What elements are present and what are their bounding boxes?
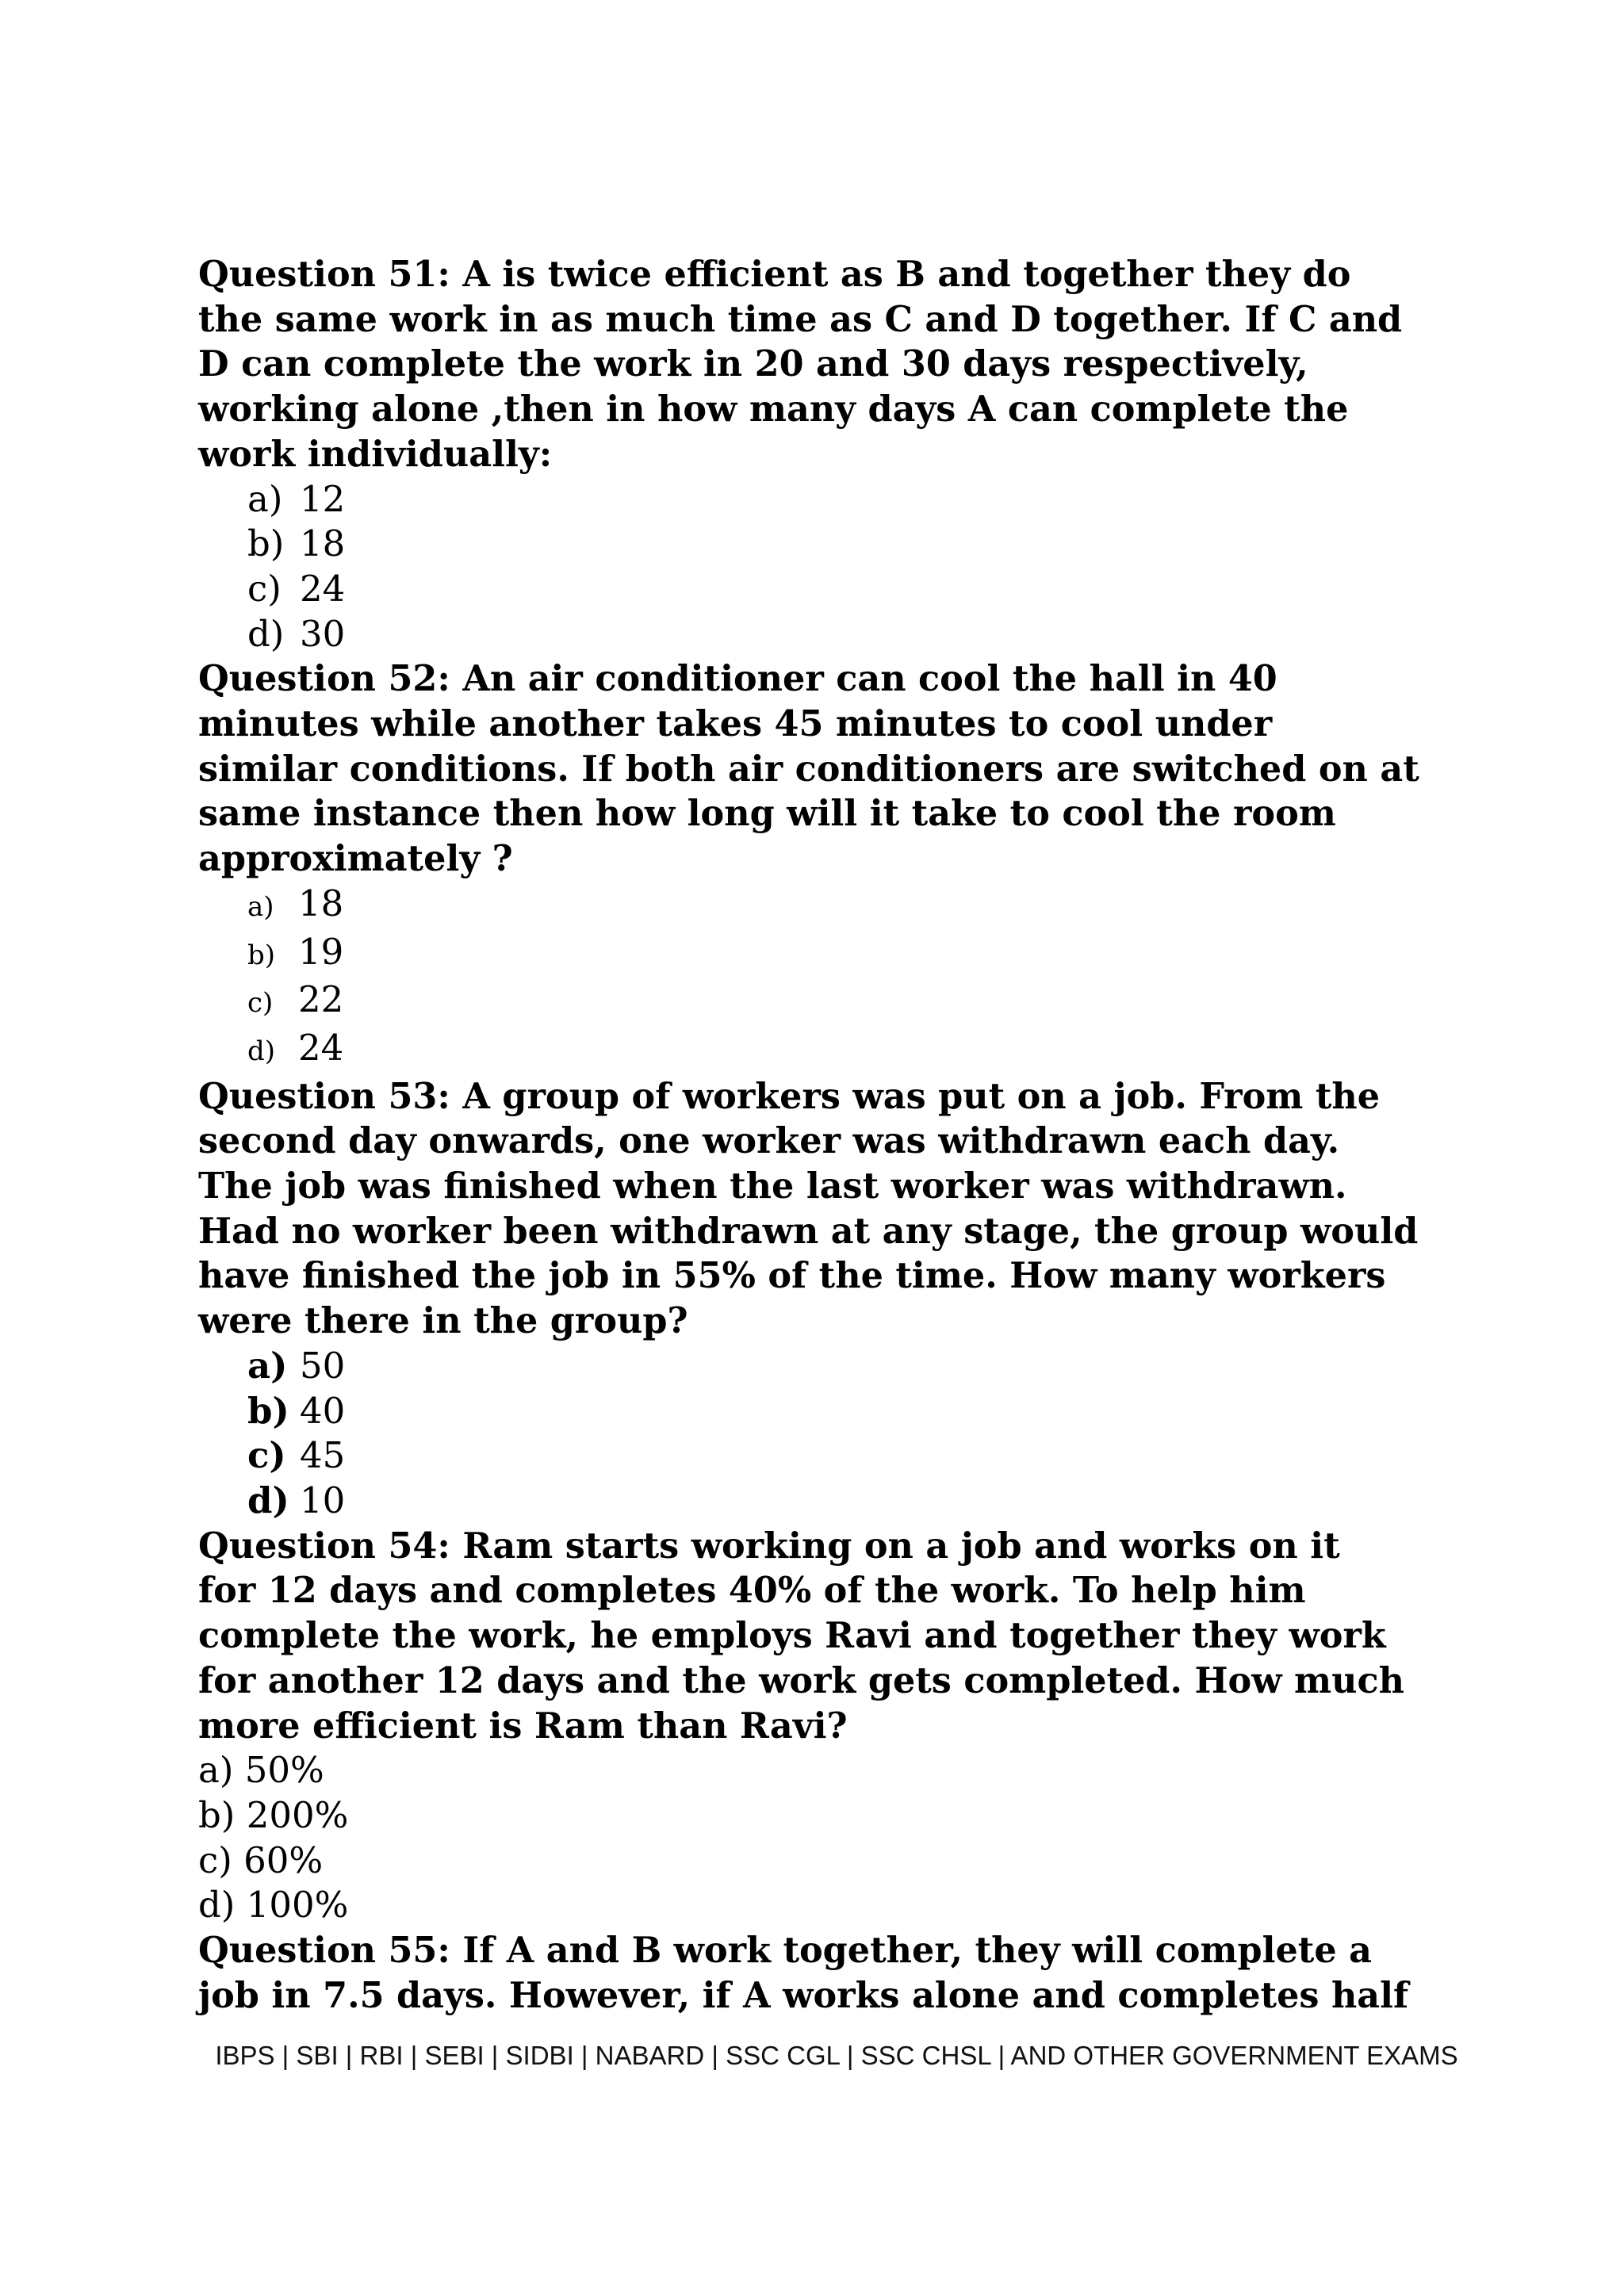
question-54 — [198, 1524, 1451, 1749]
question-54-line-3: complete the work, he employs Ravi and together they work — [198, 1615, 1386, 1657]
question-51-line-4: working alone ,then in how many days A can complete the — [198, 388, 1349, 430]
question-51-line-1: Question 51: A is twice efficient as B and together they do — [198, 254, 1351, 295]
question-53-option-b: b) 40 — [247, 1389, 346, 1432]
question-52-line-1: Question 52: An air conditioner can cool the hall in 40 — [198, 658, 1277, 700]
question-52-option-c: c) 22 — [247, 978, 344, 1021]
question-53-line-3: The job was finished when the last worker was withdrawn. — [198, 1165, 1347, 1207]
question-54-option-c: c) 60% — [198, 1839, 324, 1881]
question-51-option-a: a) 12 — [247, 477, 346, 520]
question-54-line-4: for another 12 days and the work gets completed. How much — [198, 1659, 1404, 1701]
question-54-line-1: Question 54: Ram starts working on a job and works on it — [198, 1525, 1340, 1567]
page-footer: IBPS | SBI | RBI | SEBI | SIDBI | NABARD | SSC CGL | SSC CHSL | AND OTHER GOVERNMENT EXAMS — [215, 2041, 1458, 2070]
question-53-line-6: were there in the group? — [198, 1300, 688, 1342]
question-52-option-d: d) 24 — [247, 1026, 344, 1069]
question-51-option-c: c) 24 — [247, 567, 346, 610]
question-55 — [198, 1928, 1451, 2018]
question-52-line-5: approximately ? — [198, 838, 513, 880]
question-54-option-b: b) 200% — [198, 1793, 349, 1836]
question-54-option-d: d) 100% — [198, 1884, 349, 1927]
question-51-line-3: D can complete the work in 20 and 30 days respectively, — [198, 343, 1308, 385]
question-53-line-4: Had no worker been withdrawn at any stage, the group would — [198, 1210, 1419, 1252]
question-53-option-d: d) 10 — [247, 1479, 346, 1521]
question-52-line-4: same instance then how long will it take to cool the room — [198, 793, 1336, 835]
question-54-line-2: for 12 days and completes 40% of the work. To help him — [198, 1570, 1306, 1612]
question-53-line-5: have finished the job in 55% of the time. How many workers — [198, 1255, 1386, 1297]
question-52-option-a: a) 18 — [247, 882, 344, 924]
question-51-option-d: d) 30 — [247, 612, 346, 655]
question-53-option-c: c) 45 — [247, 1434, 346, 1477]
question-51-line-5: work individually: — [198, 433, 553, 475]
question-52 — [198, 656, 1451, 882]
question-54-line-5: more efficient is Ram than Ravi? — [198, 1705, 848, 1747]
question-52-line-3: similar conditions. If both air conditioners are switched on at — [198, 748, 1419, 790]
question-51-line-2: the same work in as much time as C and D together. If C and — [198, 298, 1403, 340]
question-52-option-b: b) 19 — [247, 930, 344, 973]
question-52-line-2: minutes while another takes 45 minutes to cool under — [198, 703, 1273, 745]
question-55-line-1: Question 55: If A and B work together, they will complete a — [198, 1930, 1372, 1972]
question-53-line-1: Question 53: A group of workers was put on a job. From the — [198, 1075, 1381, 1117]
question-54-option-a: a) 50% — [198, 1749, 324, 1792]
question-53 — [198, 1074, 1451, 1344]
question-53-line-2: second day onwards, one worker was withdrawn each day. — [198, 1120, 1340, 1162]
question-51-option-b: b) 18 — [247, 522, 346, 565]
question-53-option-a: a) 50 — [247, 1344, 346, 1387]
question-51 — [198, 252, 1451, 477]
question-55-line-2: job in 7.5 days. However, if A works alone and completes half — [198, 1974, 1409, 2016]
document-body — [198, 252, 1451, 2018]
